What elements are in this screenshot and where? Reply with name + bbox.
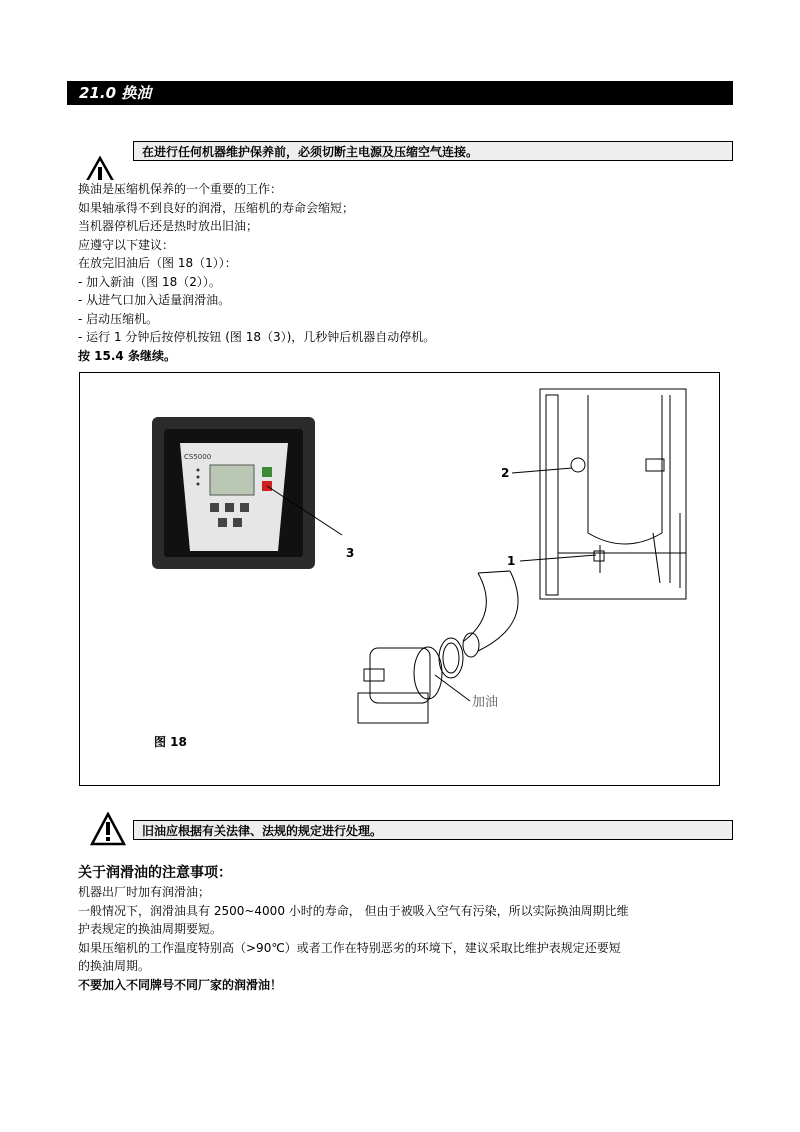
notes-line: 机器出厂时加有润滑油； — [78, 885, 211, 899]
intro-line: 如果轴承得不到良好的润滑，压缩机的寿命会缩短； — [78, 200, 355, 215]
intro-line: 换油是压缩机保养的一个重要的工作： — [78, 180, 435, 199]
figure-caption: 图 18 — [154, 735, 187, 749]
intro-line: 应遵守以下建议： — [78, 237, 175, 252]
warning-bottom: 旧油应根据有关法律、法规的规定进行处理。 — [133, 820, 733, 840]
figure-18 — [79, 372, 720, 786]
intro-line: - 启动压缩机。 — [78, 311, 159, 326]
notes-heading: 关于润滑油的注意事项： — [78, 865, 232, 881]
intro-line: - 运行 1 分钟后按停机按钮 (图 18（3）)，几秒钟后机器自动停机。 — [78, 330, 436, 344]
warning-top: 在进行任何机器维护保养前，必须切断主电源及压缩空气连接。 — [133, 141, 733, 161]
intro-line: - 加入新油（图 18（2））。 — [78, 274, 221, 289]
callout-1: 1 — [507, 554, 516, 568]
intro-line: 当机器停机后还是热时放出旧油； — [78, 219, 259, 233]
callout-2: 2 — [501, 466, 510, 480]
notes-text — [78, 883, 629, 994]
figure-illustration — [80, 373, 721, 787]
controller-model: CS5000 — [184, 453, 212, 461]
notes-line: 护表规定的换油周期要短。 — [78, 922, 223, 936]
continue-text: 按 15.4 条继续。 — [78, 348, 176, 363]
section-title: 21.0 换油 — [67, 81, 733, 105]
intro-text — [78, 180, 435, 365]
warning-bottom-icon — [90, 812, 126, 846]
tank-drawing — [540, 389, 686, 599]
intro-line: 在放完旧油后（图 18（1））： — [78, 256, 237, 270]
controller-panel — [152, 417, 315, 569]
oil-label: 加油 — [472, 695, 499, 710]
notes-line: 如果压缩机的工作温度特别高（>90℃）或者工作在特别恶劣的环境下，建议采取比维护表规定还要短 — [78, 940, 621, 955]
callout-3: 3 — [346, 546, 355, 560]
intro-line: - 从进气口加入适量润滑油。 — [78, 293, 231, 307]
notes-final: 不要加入不同牌号不同厂家的润滑油！ — [78, 977, 283, 992]
notes-line: 一般情况下，润滑油具有 2500~4000 小时的寿命， 但由于被吸入空气有污染，所以实际换油周期比维 — [78, 903, 629, 918]
notes-line: 的换油周期。 — [78, 959, 151, 973]
